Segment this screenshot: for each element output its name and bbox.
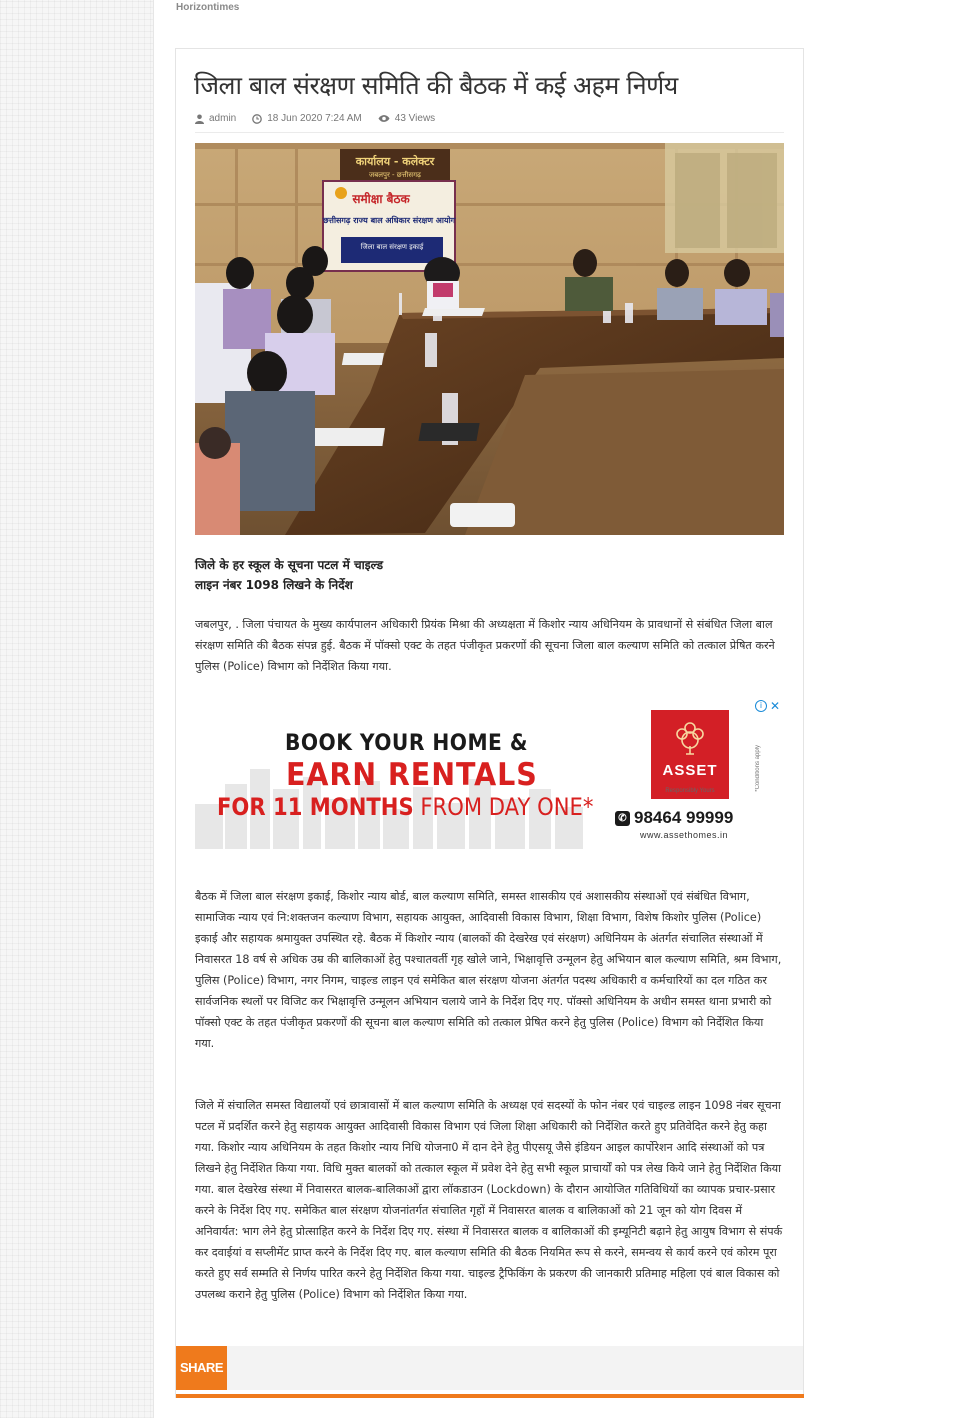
views-meta xyxy=(378,113,435,124)
ad-phone[interactable] xyxy=(615,808,733,828)
tree-logo-icon xyxy=(651,710,729,760)
adchoices-info-icon[interactable]: i xyxy=(755,700,767,712)
ad-close-icon[interactable]: ✕ xyxy=(770,699,781,713)
article-paragraph-1: जबलपुर, . जिला पंचायत के मुख्य कार्यपालन अधिकारी प्रियंक मिश्रा की अध्यक्षता में किशोर न्याय अधिनियम के प्रावधानों से संबंधित जिला बाल संरक्षण समिति की बैठक संपन्न हुई. बैठक में पॉक्सो एक्ट के तहत पंजीकृत प्रकरणों की सूचना जिला बाल कल्याण समिति को तत्काल प्रेषित करने पुलिस (Police) विभाग को निर्देशित किया गया. xyxy=(195,618,775,673)
ad-phone-number[interactable]: 98464 99999 xyxy=(634,808,734,827)
asset-tagline: Responsibly Yours xyxy=(665,788,715,794)
article-meta xyxy=(195,113,451,124)
share-bar xyxy=(176,1346,803,1390)
eye-icon xyxy=(378,114,390,123)
phone-icon: ✆ xyxy=(615,811,630,826)
ad-conditions: *Conditions apply xyxy=(755,745,761,792)
accent-divider xyxy=(176,1394,804,1398)
meeting-photo-illustration xyxy=(195,143,784,535)
left-background-strip xyxy=(0,0,154,1418)
caption-line2: लाइन नंबर 1098 लिखने के निर्देश xyxy=(195,578,353,592)
ad-website[interactable]: www.assethomes.in xyxy=(640,830,729,840)
banner-line3: जिला बाल संरक्षण इकाई xyxy=(360,243,424,251)
ad-headline-3-rest: FROM DAY ONE* xyxy=(413,793,594,821)
banner-line1: समीक्षा बैठक xyxy=(352,192,410,206)
user-icon xyxy=(195,114,204,124)
banner-line2: छत्तीसगढ़ राज्य बाल अधिकार संरक्षण आयोग xyxy=(322,216,456,225)
view-count: 43 Views xyxy=(394,113,436,124)
ad-choices[interactable] xyxy=(755,699,780,713)
article-caption xyxy=(195,555,495,595)
caption-line1: जिले के हर स्कूल के सूचना पटल में चाइल्ड xyxy=(195,558,384,572)
site-name-breadcrumb[interactable]: Horizontimes xyxy=(176,2,240,13)
ad-headline-2: EARN RENTALS xyxy=(286,757,538,793)
office-sign-subtext: जबलपुर - छत्तीसगढ़ xyxy=(369,171,421,179)
article-paragraph-3: जिले में संचालित समस्त विद्यालयों एवं छात्रावासों में बाल कल्याण समिति के अध्यक्ष एवं सदस्यों के फोन नंबर एवं चाइल्ड लाइन 1098 नंबर सूचना पटल में प्रदर्शित करने हेतु सहायक आयुक्त आदिवासी विकास विभाग एवं जिला शिक्षा अधिकारी को निर्देशित करते हुए प्रतिवेदित करने हेतु कहा गया. किशोर न्याय अधिनियम के तहत किशोर न्याय निधि योजना0 में दान देने हेतु पीएसयू जैसे इंडियन आइल कार्पोरेशन आदि संस्थाओं को पत्र लिखने हेतु निर्देशित किया गया. विधि मुक्त बालकों को तत्काल स्कूल में प्रवेश देने हेतु सभी स्कूल प्राचार्यों को पत्र लेख किये जाने हेतु निर्देशित किया गया. बाल देखरेख संस्था में निवासरत बालक-बालिकाओं द्वारा लॉकडाउन (Lockdown) के दौरान आयोजित गतिविधियों का व्यापक प्रचार-प्रसार करने के निर्देश दिए गए. समेकित बाल संरक्षण योजनांतर्गत संचालित गृहों में निवासरत बालक व बालिकाओं को 21 जून को योग दिवस में अनिवार्यत: भाग लेने हेतु प्रोत्साहित करने के निर्देश दिए गए. संस्था में निवासरत बालक व बालिकाओं की इम्यूनिटी बढ़ाने हेतु आयुष विभाग से संपर्क कर दवाईयां व सप्लीमेंट प्राप्त करने के निर्देश दिए गए. बाल कल्याण समिति की बैठक नियमित रूप से करने, समन्वय से कार्य करने एवं कोरम पूरा करते हुए सर्व सम्मति से निर्णय पारित करने हेतु निर्देशित किया गया. चाइल्ड ट्रैफिकिंग के प्रकरण की जानकारी प्रतिमाह महिला एवं बाल विकास को उपलब्ध कराने हेतु पुलिस (Police) विभाग को निर्देशित किया गया. xyxy=(195,1099,783,1301)
ad-headline-3 xyxy=(217,793,593,821)
meta-divider xyxy=(195,132,784,133)
ad-headline-3-bold: FOR 11 MONTHS xyxy=(217,793,414,821)
ad-headline-1: BOOK YOUR HOME & xyxy=(285,731,528,756)
article-title: जिला बाल संरक्षण समिति की बैठक में कई अहम निर्णय xyxy=(194,71,678,100)
author-name[interactable]: admin xyxy=(209,113,237,124)
author-meta[interactable] xyxy=(195,113,236,124)
article-paragraph-2: बैठक में जिला बाल संरक्षण इकाई, किशोर न्याय बोर्ड, बाल कल्याण समिति, समस्त शासकीय एवं अशासकीय संस्थाओं एवं संबंधित विभाग, सामाजिक न्याय एवं नि:शक्तजन कल्याण विभाग, सहायक आयुक्त, आदिवासी विकास विभाग, शिक्षा विभाग, विशेष किशोर पुलिस (Police) इकाई और सहायक श्रमायुक्त उपस्थित रहे. बैठक में किशोर न्याय (बालकों की देखरेख एवं संरक्षण) अधिनियम के अंतर्गत संचालित संस्थाओं में निवासरत 18 वर्ष से अधिक उम्र की बालिकाओं हेतु पश्चातवर्ती गृह खोले जाने, भिक्षावृत्ति उन्मूलन हेतु अभियान बाल कल्याण समिति, श्रम विभाग, पुलिस (Police) विभाग, नगर निगम, चाइल्ड लाइन एवं समेकित बाल संरक्षण योजना अंतर्गत पदस्थ अधिकारी व कर्मचारियों का दल गठित कर सार्वजनिक स्थलों पर विजिट कर भिक्षावृत्ति उन्मूलन अभियान चलाये जाने के निर्देश दिए गए. पॉक्सो अधिनियम के अधीन समस्त थाना प्रभारी को पॉक्सो एक्ट के तहत पंजीकृत प्रकरणों की सूचना बाल कल्याण समिति को तत्काल प्रेषित करने हेतु पुलिस (Police) विभाग को निर्देशित किया गया. xyxy=(195,890,782,1050)
advertisement-banner[interactable] xyxy=(195,697,784,849)
office-sign-text: कार्यालय - कलेक्टर xyxy=(355,155,435,168)
asset-brand-name: ASSET xyxy=(662,762,718,779)
article-photo xyxy=(195,143,784,535)
asset-logo[interactable] xyxy=(651,710,729,799)
clock-icon xyxy=(252,114,262,124)
publish-date: 18 Jun 2020 7:24 AM xyxy=(267,113,362,124)
share-button[interactable]: SHARE xyxy=(176,1346,227,1390)
date-meta xyxy=(252,113,362,124)
